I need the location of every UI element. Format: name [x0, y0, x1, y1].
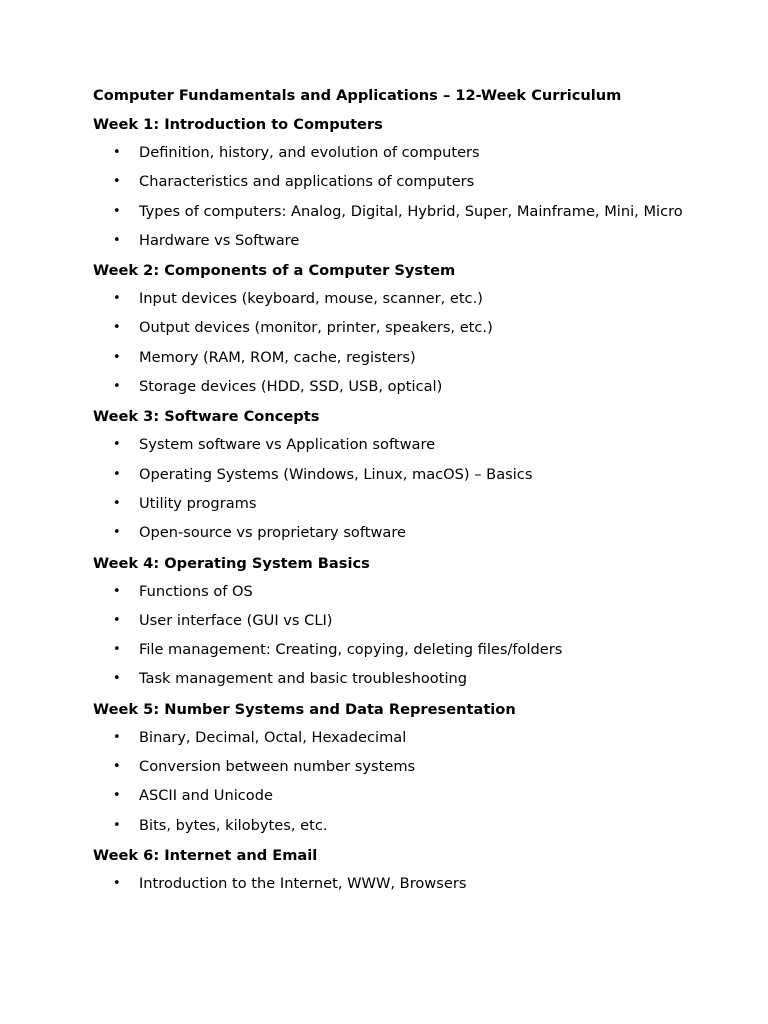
topic-item — [93, 319, 693, 338]
week-heading: Week 1: Introduction to Computers — [93, 116, 383, 133]
bullet-icon: • — [113, 729, 121, 745]
bullet-icon: • — [113, 583, 121, 599]
bullet-icon: • — [113, 671, 121, 687]
topic-text: Types of computers: Analog, Digital, Hybrid, Super, Mainframe, Mini, Micro — [139, 202, 683, 220]
topic-text: File management: Creating, copying, deleting files/folders — [139, 641, 563, 659]
week-heading: Week 6: Internet and Email — [93, 846, 318, 864]
week-heading: Week 3: Software Concepts — [93, 408, 320, 426]
topic-text: Definition, history, and evolution of computers — [139, 144, 480, 161]
topic-item — [93, 203, 693, 222]
topic-item — [93, 144, 693, 163]
bullet-icon: • — [113, 145, 121, 160]
topic-item — [93, 670, 693, 689]
topic-text: Binary, Decimal, Octal, Hexadecimal — [139, 728, 407, 746]
topic-text: Open-source vs proprietary software — [139, 524, 407, 542]
week-heading: Week 4: Operating System Basics — [93, 554, 370, 572]
bullet-icon: • — [113, 291, 121, 307]
bullet-icon: • — [113, 642, 121, 658]
bullet-icon: • — [113, 466, 121, 482]
topic-item — [93, 583, 693, 602]
topic-text: Utility programs — [139, 494, 257, 512]
topic-text: Memory (RAM, ROM, cache, registers) — [139, 348, 416, 366]
topic-item — [93, 173, 693, 192]
bullet-icon: • — [113, 320, 121, 336]
topic-item — [93, 729, 693, 748]
topic-item — [93, 290, 693, 309]
week-heading: Week 5: Number Systems and Data Representation — [93, 700, 516, 718]
topic-item — [93, 612, 693, 631]
topic-list — [93, 729, 693, 835]
topic-text: Introduction to the Internet, WWW, Browsers — [139, 874, 467, 892]
topic-item — [93, 466, 693, 485]
topic-list — [93, 436, 693, 542]
topic-text: Storage devices (HDD, SSD, USB, optical) — [139, 378, 443, 396]
topic-item — [93, 758, 693, 777]
topic-item — [93, 378, 693, 397]
bullet-icon: • — [113, 203, 121, 219]
week-section — [93, 261, 693, 396]
bullet-icon: • — [113, 875, 121, 891]
bullet-icon: • — [113, 817, 121, 833]
topic-text: Hardware vs Software — [139, 231, 300, 249]
topic-list — [93, 144, 693, 250]
bullet-icon: • — [113, 232, 121, 248]
topic-list — [93, 583, 693, 689]
topic-text: Output devices (monitor, printer, speakers, etc.) — [139, 319, 493, 337]
bullet-icon: • — [113, 759, 121, 775]
topic-item — [93, 817, 693, 836]
topic-text: User interface (GUI vs CLI) — [139, 611, 333, 629]
bullet-icon: • — [113, 525, 121, 541]
bullet-icon: • — [113, 788, 121, 804]
bullet-icon: • — [113, 495, 121, 511]
week-section — [93, 554, 693, 689]
topic-text: Operating Systems (Windows, Linux, macOS) – Basics — [139, 465, 533, 483]
bullet-icon: • — [113, 612, 121, 628]
bullet-icon: • — [113, 437, 121, 453]
topic-item — [93, 436, 693, 455]
bullet-icon: • — [113, 379, 121, 395]
topic-text: Conversion between number systems — [139, 758, 416, 776]
topic-text: Bits, bytes, kilobytes, etc. — [139, 816, 328, 834]
topic-item — [93, 495, 693, 514]
document-page — [93, 86, 693, 904]
bullet-icon: • — [113, 349, 121, 365]
topic-text: Functions of OS — [139, 582, 253, 600]
topic-text: Task management and basic troubleshooting — [139, 670, 468, 688]
topic-item — [93, 524, 693, 543]
topic-text: System software vs Application software — [139, 436, 436, 454]
week-section — [93, 700, 693, 835]
curriculum-weeks — [93, 115, 693, 893]
document-title: Computer Fundamentals and Applications – 12-Week Curriculum — [93, 87, 622, 104]
topic-text: ASCII and Unicode — [139, 787, 273, 805]
topic-text: Characteristics and applications of computers — [139, 173, 475, 191]
week-section — [93, 115, 693, 250]
bullet-icon: • — [113, 174, 121, 190]
topic-item — [93, 787, 693, 806]
topic-list — [93, 290, 693, 396]
topic-item — [93, 349, 693, 368]
topic-item — [93, 875, 693, 894]
week-section — [93, 407, 693, 542]
topic-item — [93, 232, 693, 251]
topic-text: Input devices (keyboard, mouse, scanner, etc.) — [139, 290, 483, 308]
topic-list — [93, 875, 693, 894]
topic-item — [93, 641, 693, 660]
week-heading: Week 2: Components of a Computer System — [93, 262, 456, 280]
week-section — [93, 846, 693, 894]
